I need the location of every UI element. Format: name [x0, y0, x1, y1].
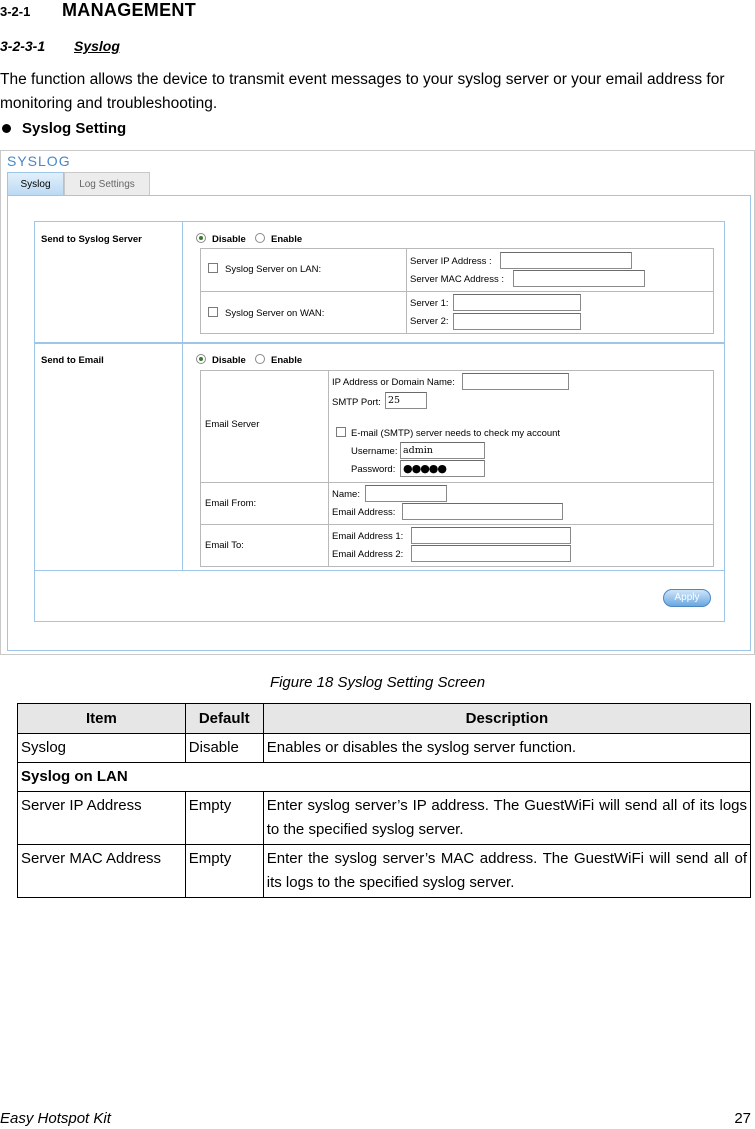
- cell-item: Server IP Address: [18, 792, 186, 845]
- from-name-input[interactable]: [365, 485, 447, 502]
- syslog-disable-label: Disable: [212, 234, 246, 245]
- bullet-heading: [0, 120, 126, 137]
- cell-item: Server MAC Address: [18, 845, 186, 898]
- username-label: Username:: [351, 446, 398, 457]
- server-mac-input[interactable]: [513, 270, 645, 287]
- ip-domain-input[interactable]: [462, 373, 569, 390]
- email-row-divider-1: [200, 482, 714, 483]
- from-name-label: Name:: [332, 489, 360, 500]
- email-to-label: Email To:: [205, 540, 244, 551]
- email-disable-radio[interactable]: [196, 354, 206, 364]
- table-section-row: [18, 763, 751, 792]
- header-item: Item: [18, 704, 186, 734]
- apply-button[interactable]: Apply: [663, 589, 711, 607]
- email-label: Send to Email: [41, 355, 104, 366]
- table-row: [18, 734, 751, 763]
- auth-label: E-mail (SMTP) server needs to check my account: [351, 428, 561, 439]
- server1-label: Server 1:: [410, 298, 449, 309]
- auth-checkbox[interactable]: [336, 427, 346, 437]
- to-address1-input[interactable]: [411, 527, 571, 544]
- figure-caption: Figure 18 Syslog Setting Screen: [269, 674, 486, 691]
- cell-default: Disable: [185, 734, 263, 763]
- tab-syslog[interactable]: Syslog: [7, 172, 64, 196]
- bullet-icon: [2, 124, 11, 133]
- subsection-title: Syslog: [74, 38, 120, 54]
- footer-title: Easy Hotspot Kit: [0, 1110, 111, 1127]
- settings-form: [34, 221, 725, 622]
- server2-label: Server 2:: [410, 316, 449, 327]
- header-default: Default: [185, 704, 263, 734]
- subsection-heading: [0, 38, 120, 54]
- table-row: [18, 845, 751, 898]
- syslog-label: Send to Syslog Server: [41, 234, 142, 245]
- ip-domain-label: IP Address or Domain Name:: [332, 377, 455, 388]
- section-label: Syslog on LAN: [18, 763, 751, 792]
- cell-description: Enter the syslog server’s MAC address. The GuestWiFi will send all of its logs to the specified syslog server.: [263, 845, 750, 898]
- bullet-text: Syslog Setting: [22, 120, 127, 137]
- ui-title: SYSLOG: [7, 153, 71, 169]
- syslog-enable-radio[interactable]: [255, 233, 265, 243]
- smtp-port-input[interactable]: 25: [385, 392, 427, 409]
- section-title: MANAGEMENT: [62, 0, 196, 20]
- cell-description: Enter syslog server’s IP address. The GuestWiFi will send all of its logs to the specified syslog server.: [263, 792, 750, 845]
- subsection-number: 3-2-3-1: [0, 38, 46, 54]
- tab-log-settings[interactable]: Log Settings: [64, 172, 150, 196]
- password-input[interactable]: ●●●●●: [400, 460, 485, 477]
- email-enable-radio[interactable]: [255, 354, 265, 364]
- lan-checkbox[interactable]: [208, 263, 218, 273]
- to-address2-input[interactable]: [411, 545, 571, 562]
- cell-item: Syslog: [18, 734, 186, 763]
- table-row: [18, 792, 751, 845]
- cell-default: Empty: [185, 845, 263, 898]
- lan-label: Syslog Server on LAN:: [225, 264, 322, 275]
- syslog-row-divider: [200, 291, 714, 292]
- table-header-row: [18, 704, 751, 734]
- syslog-disable-radio[interactable]: [196, 233, 206, 243]
- server-ip-input[interactable]: [500, 252, 632, 269]
- to-address2-label: Email Address 2:: [332, 549, 404, 560]
- wan-label: Syslog Server on WAN:: [225, 308, 325, 319]
- smtp-port-label: SMTP Port:: [332, 397, 381, 408]
- password-label: Password:: [351, 464, 396, 475]
- header-description: Description: [263, 704, 750, 734]
- from-address-input[interactable]: [402, 503, 563, 520]
- cell-default: Empty: [185, 792, 263, 845]
- from-address-label: Email Address:: [332, 507, 396, 518]
- apply-row: [34, 570, 725, 622]
- section-number: 3-2-1: [0, 4, 31, 19]
- intro-paragraph: The function allows the device to transmit event messages to your syslog server or your email address for monitoring and troubleshooting.: [0, 71, 725, 112]
- server1-input[interactable]: [453, 294, 581, 311]
- wan-checkbox[interactable]: [208, 307, 218, 317]
- server2-input[interactable]: [453, 313, 581, 330]
- email-server-label: Email Server: [205, 419, 260, 430]
- email-from-label: Email From:: [205, 498, 257, 509]
- cell-description: Enables or disables the syslog server function.: [263, 734, 750, 763]
- email-enable-label: Enable: [271, 355, 303, 366]
- section-heading: [0, 0, 196, 21]
- syslog-enable-label: Enable: [271, 234, 303, 245]
- to-address1-label: Email Address 1:: [332, 531, 404, 542]
- email-disable-label: Disable: [212, 355, 246, 366]
- server-ip-label: Server IP Address :: [410, 256, 492, 267]
- email-divider: [328, 370, 329, 567]
- username-input[interactable]: admin: [400, 442, 485, 459]
- spec-table: [17, 703, 751, 898]
- server-mac-label: Server MAC Address :: [410, 274, 504, 285]
- page-number: 27: [734, 1110, 751, 1127]
- email-row-divider-2: [200, 524, 714, 525]
